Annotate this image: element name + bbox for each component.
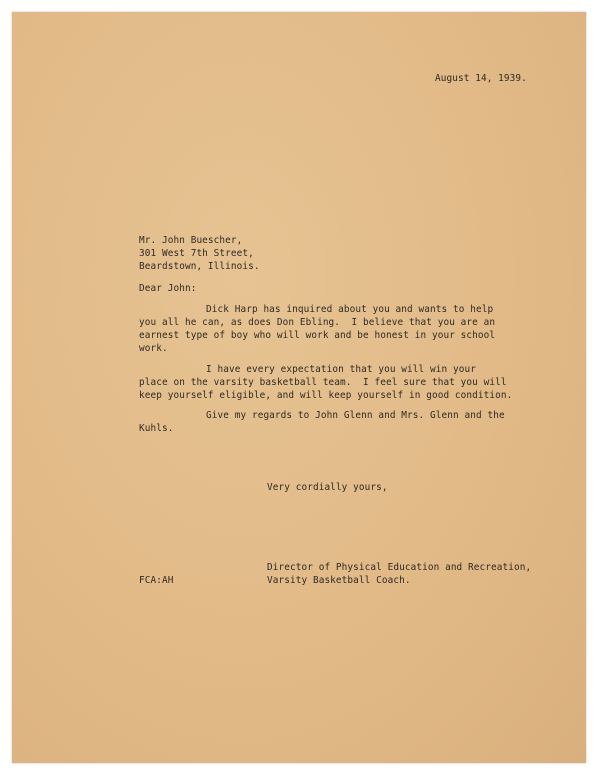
letter-date: August 14, 1939. [435, 73, 527, 84]
recipient-street: 301 West 7th Street, [139, 248, 254, 259]
closing: Very cordially yours, [267, 482, 388, 493]
recipient-city: Beardstown, Illinois. [139, 261, 260, 272]
body-line: keep yourself eligible, and will keep yourself in good condition. [139, 390, 513, 401]
recipient-name: Mr. John Buescher, [139, 235, 243, 246]
signature-title-line: Director of Physical Education and Recreation, [267, 562, 532, 573]
body-line: Kuhls. [139, 423, 174, 434]
letter-page [12, 12, 586, 763]
body-line: place on the varsity basketball team. I feel sure that you will [139, 377, 507, 388]
body-line: you all he can, as does Don Ebling. I believe that you are an [139, 317, 496, 328]
body-line: earnest type of boy who will work and be honest in your school [139, 330, 496, 341]
body-line: work. [139, 343, 168, 354]
body-line: Give my regards to John Glenn and Mrs. Glenn and the [206, 410, 505, 421]
body-line: I have every expectation that you will win your [206, 364, 476, 375]
typist-initials: FCA:AH [139, 575, 174, 586]
signature-title-line: Varsity Basketball Coach. [267, 575, 411, 586]
body-line: Dick Harp has inquired about you and wants to help [206, 304, 494, 315]
salutation: Dear John: [139, 283, 197, 294]
